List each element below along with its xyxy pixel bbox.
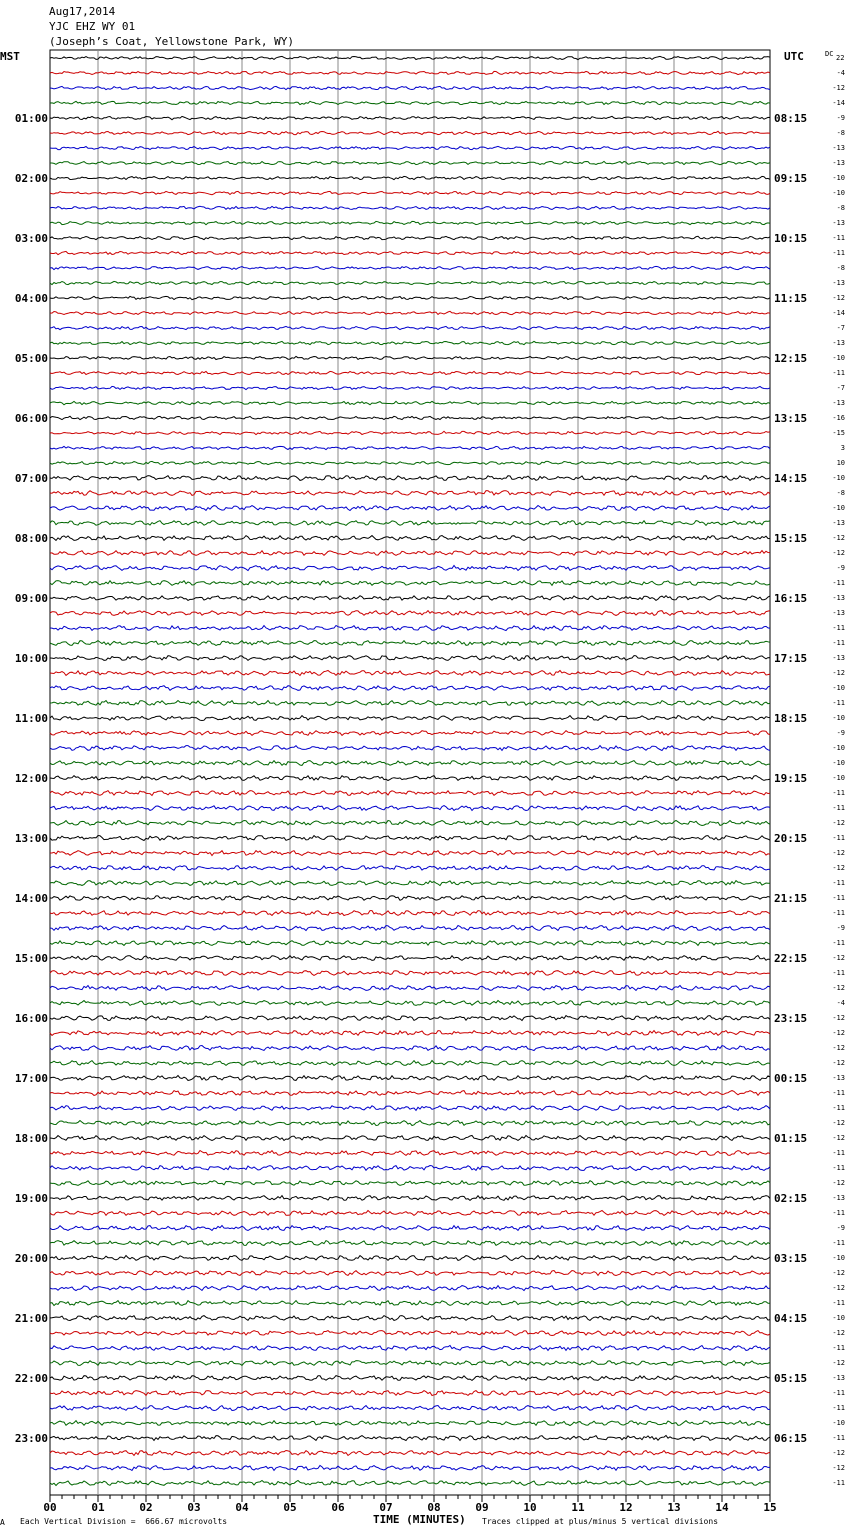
hour-label-utc: 10:15 (774, 232, 808, 245)
dc-offset-value: -13 (832, 1374, 845, 1382)
trace-line (50, 101, 770, 104)
dc-offset-value: -11 (832, 1164, 845, 1172)
dc-offset-value: -9 (836, 564, 845, 572)
hour-label-utc: 11:15 (774, 292, 808, 305)
hour-label-mst: 02:00 (14, 172, 48, 185)
trace-line (50, 1181, 770, 1186)
hour-label-mst: 12:00 (14, 772, 48, 785)
trace-line (50, 236, 770, 239)
trace-line (50, 431, 770, 434)
x-tick-label: 08 (427, 1501, 441, 1514)
dc-offset-value: -10 (832, 684, 845, 692)
hour-label-utc: 02:15 (774, 1192, 808, 1205)
hour-label-mst: 08:00 (14, 532, 48, 545)
trace-line (50, 716, 770, 721)
dc-offset-value: -12 (832, 1044, 845, 1052)
trace-line (50, 326, 770, 329)
dc-offset-value: -10 (832, 1254, 845, 1262)
station-location: (Joseph’s Coat, Yellowstone Park, WY) (49, 35, 295, 48)
dc-offset-value: -13 (832, 159, 845, 167)
dc-offset-value: -12 (832, 1329, 845, 1337)
hour-label-utc: 05:15 (774, 1372, 808, 1385)
dc-offset-value: 10 (836, 459, 845, 467)
x-tick-label: 09 (475, 1501, 489, 1514)
hour-label-mst: 05:00 (14, 352, 48, 365)
hour-label-mst: 09:00 (14, 592, 48, 605)
trace-line (50, 1421, 770, 1426)
hour-label-mst: 10:00 (14, 652, 48, 665)
trace-line (50, 116, 770, 119)
hour-label-utc: 16:15 (774, 592, 808, 605)
hour-label-mst: 21:00 (14, 1312, 48, 1325)
trace-line (50, 581, 770, 586)
trace-line (50, 1451, 770, 1456)
dc-offset-value: -13 (832, 219, 845, 227)
x-tick-label: 03 (187, 1501, 201, 1514)
dc-offset-value: -12 (832, 984, 845, 992)
trace-line (50, 86, 770, 89)
dc-offset-value: -12 (832, 1284, 845, 1292)
dc-offset-value: -13 (832, 654, 845, 662)
trace-line (50, 176, 770, 179)
dc-offset-value: -12 (832, 534, 845, 542)
trace-line (50, 266, 770, 269)
x-tick-label: 14 (715, 1501, 729, 1514)
dc-offset-value: -15 (832, 429, 845, 437)
trace-line (50, 371, 770, 374)
hour-label-mst: 11:00 (14, 712, 48, 725)
hour-label-utc: 03:15 (774, 1252, 808, 1265)
trace-line (50, 746, 770, 751)
trace-line (50, 146, 770, 149)
dc-offset-value: -11 (832, 879, 845, 887)
trace-line (50, 836, 770, 841)
dc-offset-value: -13 (832, 144, 845, 152)
trace-line (50, 776, 770, 781)
x-axis-title: TIME (MINUTES) (373, 1513, 466, 1526)
trace-line (50, 416, 770, 419)
trace-line (50, 1196, 770, 1201)
x-tick-label: 13 (667, 1501, 681, 1514)
dc-offset-value: -12 (832, 1134, 845, 1142)
dc-offset-value: -11 (832, 1104, 845, 1112)
hour-label-utc: 19:15 (774, 772, 808, 785)
hour-label-utc: 08:15 (774, 112, 808, 125)
dc-offset-value: -9 (836, 729, 845, 737)
x-tick-label: 15 (763, 1501, 777, 1514)
hour-label-mst: 06:00 (14, 412, 48, 425)
x-tick-label: 06 (331, 1501, 345, 1514)
trace-line (50, 1211, 770, 1216)
dc-offset-value: -10 (832, 504, 845, 512)
dc-offset-value: -12 (832, 1119, 845, 1127)
dc-first-value: 22 (836, 54, 845, 62)
hour-label-utc: 21:15 (774, 892, 808, 905)
dc-offset-value: -11 (832, 939, 845, 947)
dc-offset-value: -10 (832, 759, 845, 767)
x-tick-label: 00 (43, 1501, 57, 1514)
x-tick-label: 02 (139, 1501, 153, 1514)
trace-line (50, 206, 770, 209)
trace-line (50, 476, 770, 481)
dc-offset-value: -11 (832, 579, 845, 587)
dc-label: DC (825, 50, 834, 58)
dc-offset-value: -16 (832, 414, 845, 422)
trace-line (50, 1061, 770, 1066)
hour-label-mst: 15:00 (14, 952, 48, 965)
trace-line (50, 1466, 770, 1471)
dc-offset-value: -11 (832, 699, 845, 707)
dc-offset-value: -11 (832, 894, 845, 902)
hour-label-mst: 04:00 (14, 292, 48, 305)
dc-offset-value: -12 (832, 864, 845, 872)
trace-line (50, 1286, 770, 1291)
station-code: YJC EHZ WY 01 (49, 20, 136, 33)
trace-line (50, 881, 770, 886)
trace-line (50, 1346, 770, 1351)
dc-offset-value: -12 (832, 1464, 845, 1472)
trace-line (50, 131, 770, 134)
dc-offset-value: -11 (832, 804, 845, 812)
dc-offset-value: -10 (832, 714, 845, 722)
dc-offset-value: -11 (832, 1149, 845, 1157)
dc-offset-value: -11 (832, 369, 845, 377)
hour-label-utc: 13:15 (774, 412, 808, 425)
x-tick-label: 10 (523, 1501, 537, 1514)
trace-line (50, 1016, 770, 1021)
dc-offset-value: -10 (832, 744, 845, 752)
dc-offset-value: -12 (832, 1449, 845, 1457)
dc-offset-value: -7 (836, 324, 845, 332)
dc-offset-value: -14 (832, 309, 845, 317)
trace-line (50, 1436, 770, 1441)
x-tick-label: 04 (235, 1501, 249, 1514)
dc-offset-value: -10 (832, 1419, 845, 1427)
hour-label-utc: 20:15 (774, 832, 808, 845)
hour-label-mst: 01:00 (14, 112, 48, 125)
hour-label-mst: 22:00 (14, 1372, 48, 1385)
trace-line (50, 1301, 770, 1306)
hour-label-utc: 23:15 (774, 1012, 808, 1025)
dc-offset-value: -13 (832, 1194, 845, 1202)
dc-offset-value: -11 (832, 1089, 845, 1097)
trace-line (50, 1076, 770, 1081)
trace-line (50, 671, 770, 676)
x-tick-label: 05 (283, 1501, 297, 1514)
hour-label-utc: 17:15 (774, 652, 808, 665)
trace-line (50, 896, 770, 901)
trace-line (50, 551, 770, 556)
trace-line (50, 941, 770, 946)
hour-label-mst: 03:00 (14, 232, 48, 245)
dc-offset-value: -10 (832, 174, 845, 182)
trace-line (50, 821, 770, 826)
trace-line (50, 911, 770, 916)
right-timezone-label: UTC (784, 50, 804, 63)
trace-line (50, 791, 770, 796)
hour-label-utc: 12:15 (774, 352, 808, 365)
dc-offset-value: -8 (836, 129, 845, 137)
dc-offset-value: -12 (832, 84, 845, 92)
dc-offset-value: -11 (832, 639, 845, 647)
trace-line (50, 1331, 770, 1336)
plot-date: Aug17,2014 (49, 5, 116, 18)
dc-offset-value: -9 (836, 1224, 845, 1232)
dc-offset-value: -11 (832, 1239, 845, 1247)
dc-offset-value: -13 (832, 609, 845, 617)
trace-line (50, 701, 770, 706)
x-tick-label: 01 (91, 1501, 105, 1514)
trace-line (50, 866, 770, 871)
dc-offset-value: -8 (836, 204, 845, 212)
trace-line (50, 761, 770, 766)
dc-offset-value: -12 (832, 294, 845, 302)
dc-offset-value: -12 (832, 849, 845, 857)
dc-offset-value: -9 (836, 924, 845, 932)
trace-line (50, 1106, 770, 1111)
trace-line (50, 356, 770, 359)
dc-offset-value: 3 (840, 444, 845, 452)
trace-line (50, 1391, 770, 1396)
hour-label-utc: 15:15 (774, 532, 808, 545)
dc-offset-value: -11 (832, 1404, 845, 1412)
dc-offset-value: -14 (832, 99, 845, 107)
trace-line (50, 641, 770, 646)
trace-line (50, 191, 770, 194)
dc-offset-value: -11 (832, 1389, 845, 1397)
x-tick-label: 07 (379, 1501, 393, 1514)
trace-line (50, 1271, 770, 1276)
hour-label-mst: 13:00 (14, 832, 48, 845)
hour-label-utc: 22:15 (774, 952, 808, 965)
dc-offset-value: -8 (836, 264, 845, 272)
trace-line (50, 626, 770, 631)
trace-line (50, 1091, 770, 1096)
dc-offset-value: -12 (832, 1059, 845, 1067)
trace-line (50, 1481, 770, 1486)
trace-line (50, 1046, 770, 1051)
trace-line (50, 566, 770, 571)
dc-offset-value: -7 (836, 384, 845, 392)
trace-line (50, 1166, 770, 1171)
trace-line (50, 926, 770, 931)
trace-line (50, 506, 770, 511)
trace-line (50, 806, 770, 811)
trace-line (50, 341, 770, 344)
hour-label-mst: 07:00 (14, 472, 48, 485)
trace-line (50, 986, 770, 991)
dc-offset-value: -13 (832, 399, 845, 407)
dc-offset-value: -9 (836, 114, 845, 122)
trace-line (50, 956, 770, 961)
trace-line (50, 1031, 770, 1036)
dc-offset-value: -4 (836, 69, 845, 77)
dc-offset-value: -11 (832, 234, 845, 242)
trace-line (50, 1121, 770, 1126)
trace-line (50, 56, 770, 59)
dc-offset-value: -11 (832, 969, 845, 977)
trace-line (50, 536, 770, 541)
dc-offset-value: -13 (832, 339, 845, 347)
trace-line (50, 851, 770, 856)
dc-offset-value: -12 (832, 1269, 845, 1277)
dc-offset-value: -8 (836, 489, 845, 497)
trace-line (50, 521, 770, 526)
dc-offset-value: -11 (832, 1299, 845, 1307)
dc-offset-value: -11 (832, 1479, 845, 1487)
dc-offset-value: -13 (832, 1074, 845, 1082)
hour-label-mst: 14:00 (14, 892, 48, 905)
trace-line (50, 281, 770, 284)
x-tick-label: 12 (619, 1501, 633, 1514)
dc-offset-value: -11 (832, 789, 845, 797)
hour-label-mst: 23:00 (14, 1432, 48, 1445)
trace-line (50, 1316, 770, 1321)
dc-offset-value: -11 (832, 909, 845, 917)
x-tick-label: 11 (571, 1501, 585, 1514)
hour-label-utc: 06:15 (774, 1432, 808, 1445)
plot-frame (50, 50, 770, 1495)
trace-line (50, 71, 770, 74)
trace-line (50, 401, 770, 404)
trace-line (50, 1256, 770, 1261)
trace-line (50, 251, 770, 254)
trace-line (50, 461, 770, 464)
trace-line (50, 311, 770, 314)
hour-label-mst: 20:00 (14, 1252, 48, 1265)
dc-offset-value: -11 (832, 1209, 845, 1217)
hour-label-mst: 16:00 (14, 1012, 48, 1025)
trace-line (50, 491, 770, 496)
trace-line (50, 386, 770, 389)
dc-offset-value: -10 (832, 189, 845, 197)
trace-line (50, 161, 770, 164)
dc-offset-value: -13 (832, 519, 845, 527)
dc-offset-value: -12 (832, 1029, 845, 1037)
trace-line (50, 1226, 770, 1231)
dc-offset-value: -10 (832, 354, 845, 362)
dc-offset-value: -11 (832, 1434, 845, 1442)
dc-offset-value: -13 (832, 594, 845, 602)
hour-label-utc: 14:15 (774, 472, 808, 485)
dc-offset-value: -12 (832, 1179, 845, 1187)
dc-offset-value: -4 (836, 999, 845, 1007)
trace-line (50, 1361, 770, 1366)
trace-line (50, 971, 770, 976)
trace-line (50, 1376, 770, 1381)
trace-line (50, 446, 770, 449)
hour-label-utc: 09:15 (774, 172, 808, 185)
hour-label-mst: 17:00 (14, 1072, 48, 1085)
dc-offset-value: -11 (832, 624, 845, 632)
dc-offset-value: -11 (832, 834, 845, 842)
dc-offset-value: -10 (832, 474, 845, 482)
dc-offset-value: -11 (832, 1344, 845, 1352)
dc-offset-value: -12 (832, 819, 845, 827)
trace-line (50, 611, 770, 616)
trace-line (50, 1001, 770, 1006)
trace-line (50, 1241, 770, 1246)
dc-offset-value: -10 (832, 774, 845, 782)
trace-line (50, 221, 770, 224)
trace-line (50, 596, 770, 601)
hour-label-utc: 00:15 (774, 1072, 808, 1085)
left-timezone-label: MST (0, 50, 20, 63)
dc-offset-value: -13 (832, 279, 845, 287)
dc-offset-value: -12 (832, 1014, 845, 1022)
scale-note: Each Vertical Division = 666.67 microvolts (20, 1517, 228, 1526)
clip-note: Traces clipped at plus/minus 5 vertical divisions (482, 1517, 719, 1526)
hour-label-utc: 04:15 (774, 1312, 808, 1325)
hour-label-utc: 18:15 (774, 712, 808, 725)
trace-line (50, 731, 770, 736)
trace-line (50, 1136, 770, 1141)
hour-label-mst: 19:00 (14, 1192, 48, 1205)
hour-label-utc: 01:15 (774, 1132, 808, 1145)
trace-line (50, 686, 770, 691)
dc-offset-value: -12 (832, 669, 845, 677)
trace-line (50, 1406, 770, 1411)
dc-offset-value: -10 (832, 1314, 845, 1322)
trace-line (50, 1151, 770, 1156)
dc-offset-value: -12 (832, 549, 845, 557)
corner-mark: A (0, 1518, 5, 1527)
dc-offset-value: -12 (832, 954, 845, 962)
trace-line (50, 656, 770, 661)
dc-offset-value: -11 (832, 249, 845, 257)
hour-label-mst: 18:00 (14, 1132, 48, 1145)
dc-offset-value: -12 (832, 1359, 845, 1367)
trace-line (50, 296, 770, 299)
